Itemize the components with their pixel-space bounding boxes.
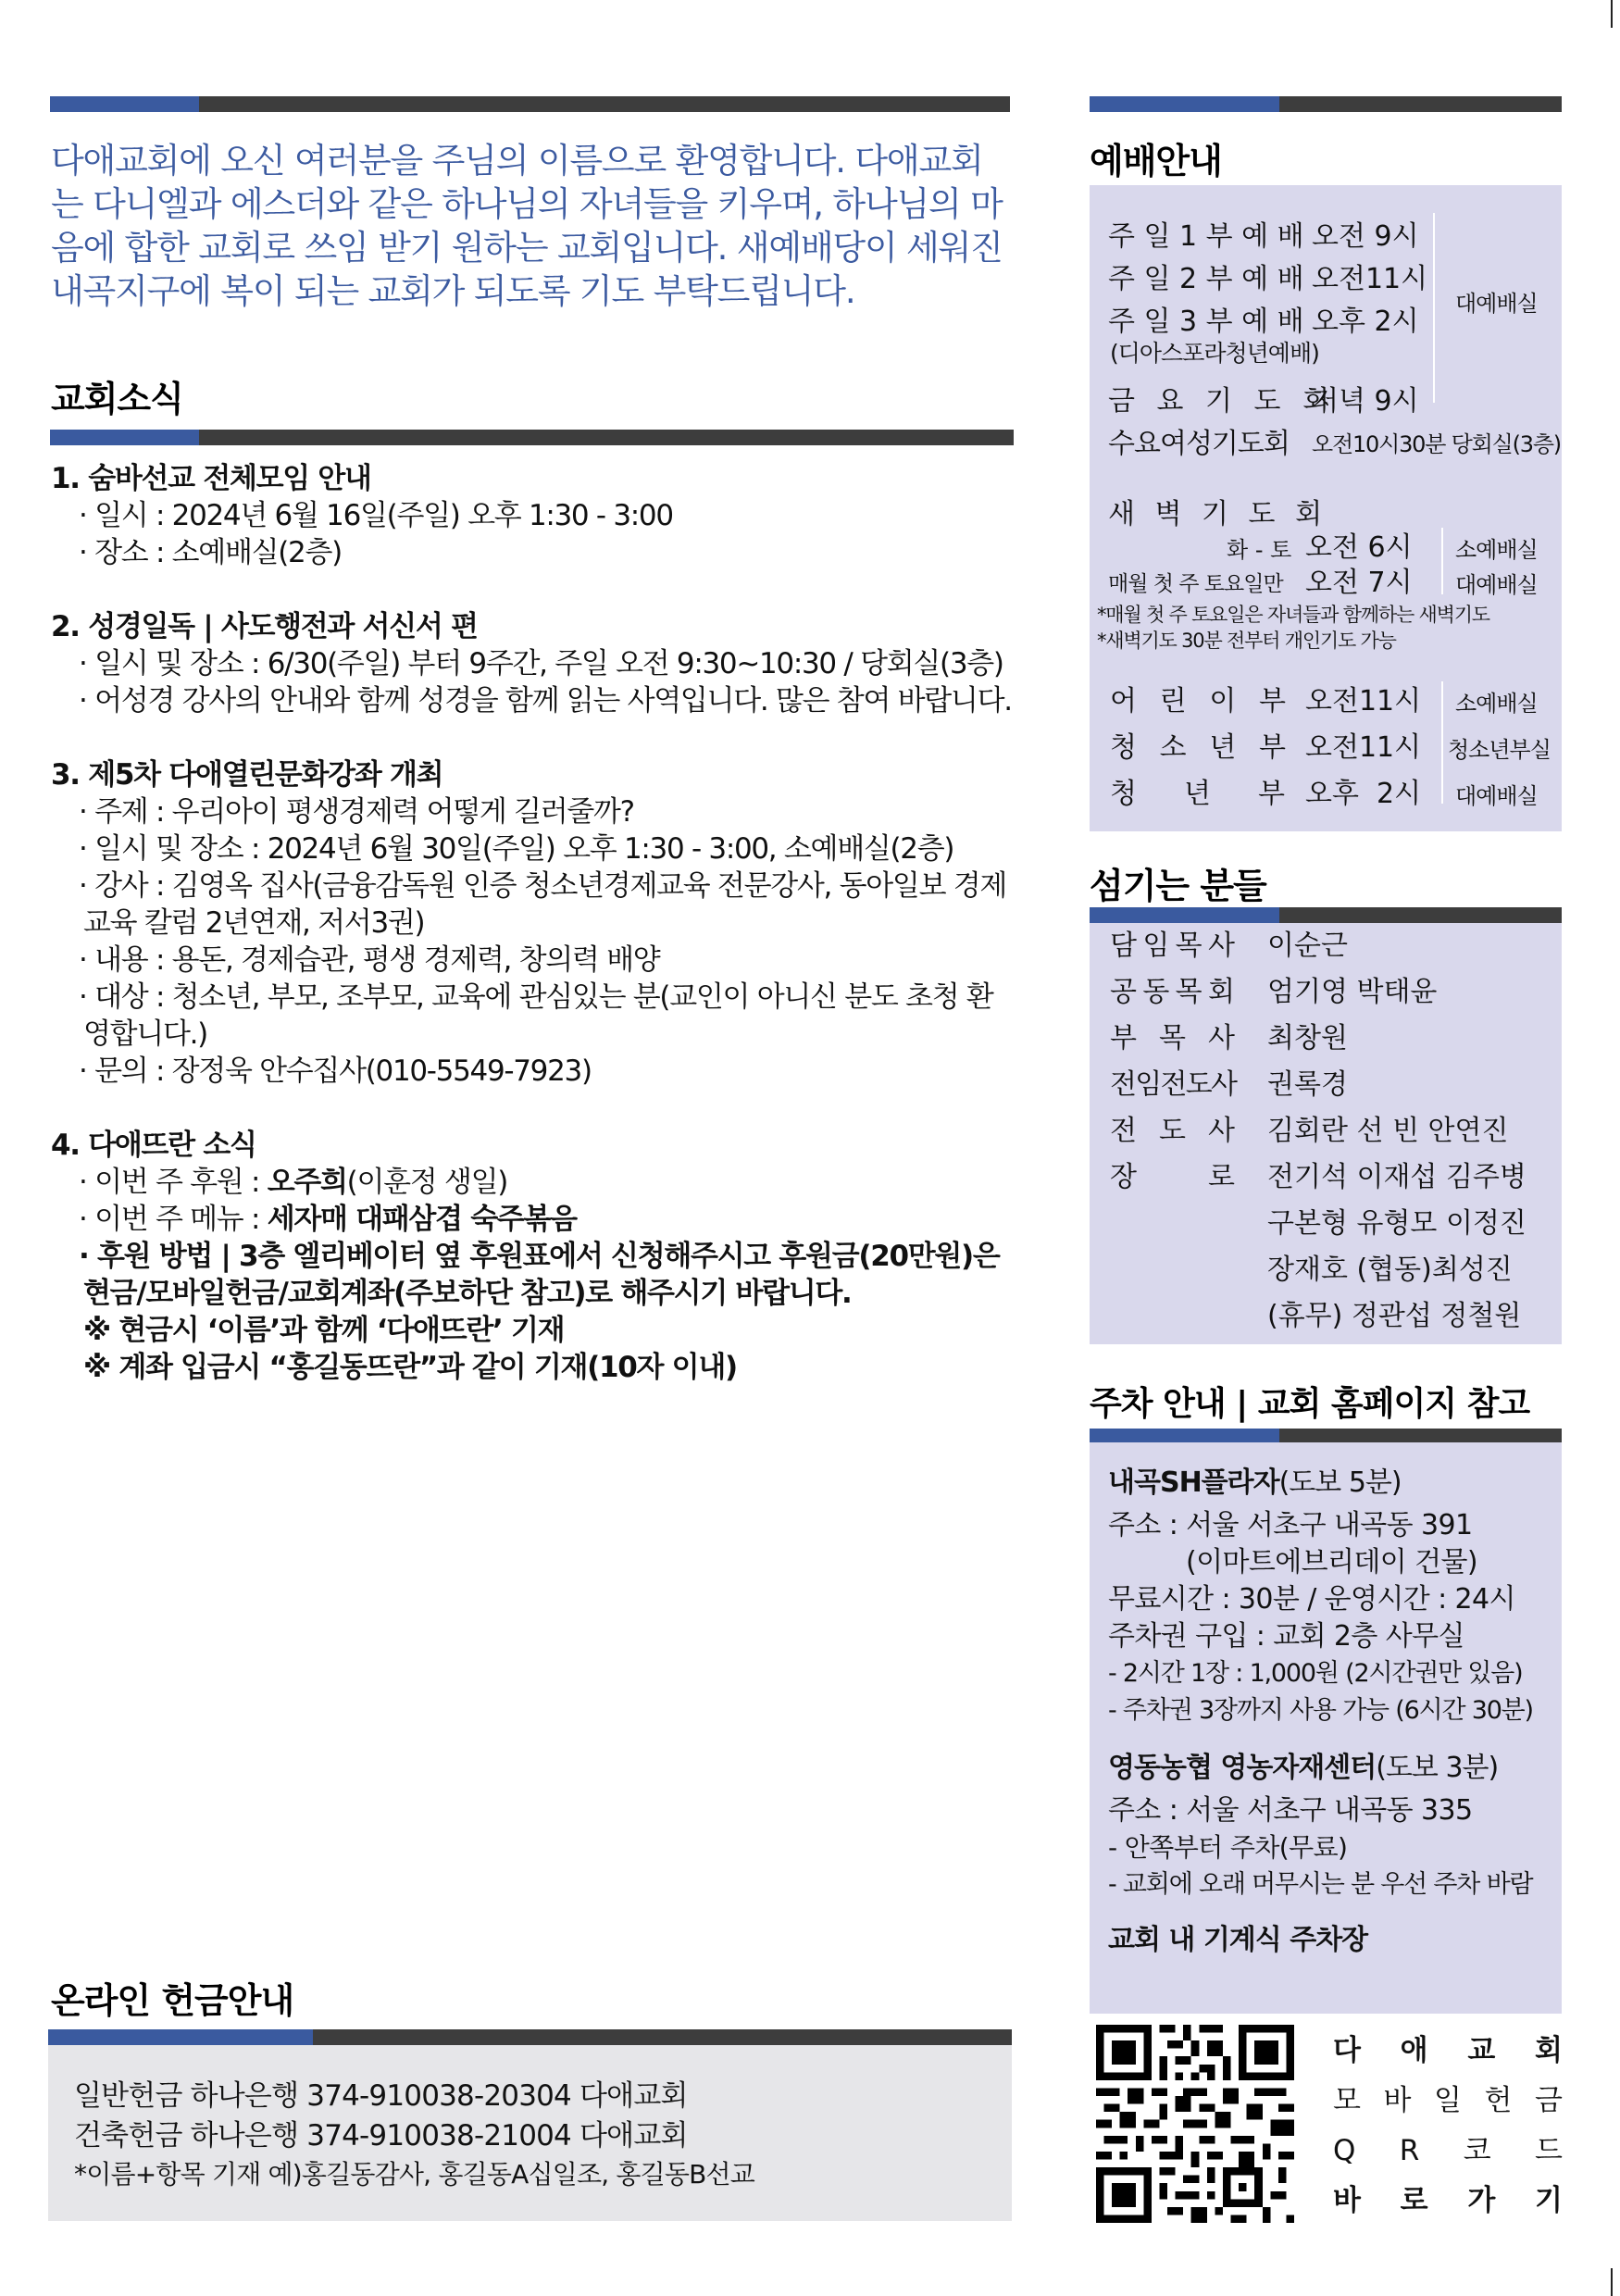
parking-heading: 주차 안내 | 교회 홈페이지 참고 [1090,1385,1530,1423]
worship-divider-bar [1090,96,1562,112]
worship-sunday-3: 주 일 3 부 예 배 오후 2시 [1108,306,1419,338]
divider-line [1433,213,1435,403]
dept-young-adult-time: 오후 2시 [1305,778,1422,810]
qr-caption-line: 바 로 가 기 [1333,2184,1563,2217]
dept-children-place: 소예배실 [1455,691,1538,717]
crop-mark-bottom-right [1611,2268,1613,2296]
dawn-note-2: *새벽기도 30분 전부터 개인기도 가능 [1097,630,1396,652]
parking-line: - 2시간 1장 : 1,000원 (2시간권만 있음) [1108,1659,1523,1688]
dept-youth-time: 오전11시 [1305,731,1422,764]
worship-wednesday: 수요여성기도회 오전10시30분 당회실(3층) [1108,428,1561,460]
news-line: · 내용 : 용돈, 경제습관, 평생 경제력, 창의력 배양 [79,943,660,977]
offering-account-general: 일반헌금 하나은행 374-910038-20304 다애교회 [74,2079,688,2113]
dawn-place-1: 소예배실 [1455,537,1538,563]
dawn-place-2: 대예배실 [1455,572,1538,598]
dept-young-adult-place: 대예배실 [1455,783,1538,809]
qr-code-icon[interactable] [1096,2025,1294,2223]
worship-sunday-2: 주 일 2 부 예 배 오전11시 [1108,263,1428,295]
parking-line: - 주차권 3장까지 사용 가능 (6시간 30분) [1108,1696,1533,1725]
news-line: · 일시 및 장소 : 2024년 6월 30일(주일) 오후 1:30 - 3:00, 소예배실(2층) [79,832,954,866]
offering-account-building: 건축헌금 하나은행 374-910038-21004 다애교회 [74,2119,688,2152]
offering-divider-bar [48,2029,1012,2045]
parking-lot-2-title: 영동농협 영농자재센터(도보 3분) [1108,1752,1499,1784]
qr-caption-line: 다 애 교 회 [1333,2034,1563,2067]
parking-line: 주소 : 서울 서초구 내곡동 335 [1108,1794,1473,1827]
news-item-4 [51,1127,1014,1386]
news-line-note: ※ 계좌 입금시 “홍길동뜨란”과 같이 기재(10자 이내) [83,1351,737,1384]
news-divider-bar [50,430,1014,445]
news-line: · 장소 : 소예배실(2층) [79,536,342,569]
qr-caption-line: Q R 코 드 [1333,2134,1563,2167]
news-line: · 문의 : 장정욱 안수집사(010-5549-7923) [79,1054,592,1088]
news-line: · 일시 및 장소 : 6/30(주일) 부터 9주간, 주일 오전 9:30~10:30 / 당회실(3층) [79,647,1003,680]
dept-youth-place: 청소년부실 [1448,737,1551,763]
worship-heading: 예배안내 [1090,141,1222,181]
dept-children-name: 어 린 이 부 [1110,685,1286,718]
parking-line: - 안쪽부터 주차(무료) [1108,1832,1348,1863]
welcome-message: 다애교회에 오신 여러분을 주님의 이름으로 환영합니다. 다애교회는 다니엘과 에스더와 같은 하나님의 자녀들을 키우며, 하나님의 마음에 합한 교회로 쓰임 받기 원하는 교회입니다. 새예배당이 세워진 내곡지구에 복이 되는 교회가 되도록 기도 부탁드립니다. [51,141,1003,311]
parking-line: - 교회에 오래 머무시는 분 우선 주차 바람 [1108,1870,1533,1899]
news-item-title: 3. 제5차 다애열린문화강좌 개최 [51,758,443,792]
dawn-day-1: 화 - 토 [1227,537,1292,563]
parking-line: 무료시간 : 30분 / 운영시간 : 24시 [1108,1583,1515,1616]
worship-sunday-1: 주 일 1 부 예 배 오전 9시 [1108,220,1419,253]
news-list [51,460,1014,1423]
parking-line: 주소 : 서울 서초구 내곡동 391 [1108,1509,1473,1541]
news-item-1 [51,460,1014,571]
news-item-2 [51,608,1014,719]
dawn-time-2: 오전 7시 [1305,567,1413,599]
news-line-menu: · 이번 주 메뉴 : 세자매 대패삼겹 숙주볶음 [79,1203,577,1236]
parking-line: 주차권 구입 : 교회 2층 사무실 [1108,1620,1464,1653]
offering-note: *이름+항목 기재 예)홍길동감사, 홍길동A십일조, 홍길동B선교 [74,2159,755,2190]
dawn-prayer-title: 새 벽 기 도 회 [1108,498,1328,530]
divider-line [1441,681,1443,804]
servants-heading: 섬기는 분들 [1090,866,1266,906]
news-line: · 대상 : 청소년, 부모, 조부모, 교육에 관심있는 분(교인이 아니신 분도 초청 환영합니다.) [79,980,993,1051]
qr-code-caption [1333,2026,1563,2226]
dept-children-time: 오전11시 [1305,685,1422,718]
intro-divider-bar [50,96,1010,112]
news-line-method: · 후원 방법 | 3층 엘리베이터 옆 후원표에서 신청해주시고 후원금(20만원)은 현금/모바일헌금/교회계좌(주보하단 참고)로 해주시기 바랍니다. [79,1240,1000,1310]
news-line: · 어성경 강사의 안내와 함께 성경을 함께 읽는 사역입니다. 많은 참여 바랍니다. [79,684,1012,718]
parking-lot-1-title: 내곡SH플라자(도보 5분) [1108,1466,1402,1499]
crop-mark-top-right [1611,0,1613,28]
news-item-title: 2. 성경일독 | 사도행전과 서신서 편 [51,610,478,643]
dawn-note-1: *매월 첫 주 토요일은 자녀들과 함께하는 새벽기도 [1097,604,1489,626]
worship-schedule-box: 주 일 1 부 예 배 오전 9시 주 일 2 부 예 배 오전11시 주 일 3 부 예 배 오후 2시 (디아스포라청년예배) 금 요 기 도 회 저녁 9시 대예배실 수요여성기도회 오전10시30분 당회실(3층) 새 벽 기 도 회 화 - 토 오전 6시 소예배실 매월 첫 주 토요일만 오전 7시 대예배실 *매월 첫 주 토요일은 자녀들과 함께하는 새벽기도 *새벽기도 30분 전부터 개인기도 가능 어 린 이 부 오전11시 소예배실 청 소 년 부 오전11시 청소년부실 청 년 부 오후 2시 대예배실 [1090,185,1562,831]
offering-info-box [48,2045,1012,2221]
dawn-day-2: 매월 첫 주 토요일만 [1108,572,1283,596]
servants-divider-bar [1090,907,1562,923]
news-line-sponsor: · 이번 주 후원 : 오주희(이훈정 생일) [79,1166,508,1199]
parking-line: (이마트에브리데이 건물) [1186,1546,1477,1578]
worship-main-place: 대예배실 [1455,291,1538,317]
parking-info-box [1090,1442,1562,2014]
news-line: · 강사 : 김영옥 집사(금융감독원 인증 청소년경제교육 전문강사, 동아일보 경제교육 칼럼 2년연재, 저서3권) [79,869,1007,940]
dawn-time-1: 오전 6시 [1305,531,1413,564]
news-line-note: ※ 현금시 ‘이름’과 함께 ‘다애뜨란’ 기재 [83,1314,565,1347]
qr-caption-line: 모 바 일 헌 금 [1333,2084,1563,2117]
divider-line [1441,528,1443,594]
worship-friday: 금 요 기 도 회 저녁 9시 [1108,385,1419,418]
news-item-title: 4. 다애뜨란 소식 [51,1129,256,1162]
news-line: · 일시 : 2024년 6월 16일(주일) 오후 1:30 - 3:00 [79,499,673,532]
news-heading: 교회소식 [51,379,183,419]
worship-sunday-3-sub: (디아스포라청년예배) [1110,340,1319,367]
dept-youth-name: 청 소 년 부 [1110,731,1286,764]
news-line: · 주제 : 우리아이 평생경제력 어떻게 길러줄까? [79,795,634,829]
parking-lot-3-title: 교회 내 기계식 주차장 [1108,1924,1368,1956]
news-item-3 [51,756,1014,1090]
news-item-title: 1. 숨바선교 전체모임 안내 [51,462,371,495]
servants-box: 담 임 목 사 이순근 공 동 목 회 엄기영 박태윤 부 목 사 최창원 전 임 전 도 사 권록경 전 도 사 김회란 선 빈 안연진 장 로 전기석 이재섭 김주병 구본형 유형모 이정진 장재호 (협동)최성진 (휴무) 정관섭 정철원 [1090,923,1562,1344]
offering-heading: 온라인 헌금안내 [51,1980,294,2021]
